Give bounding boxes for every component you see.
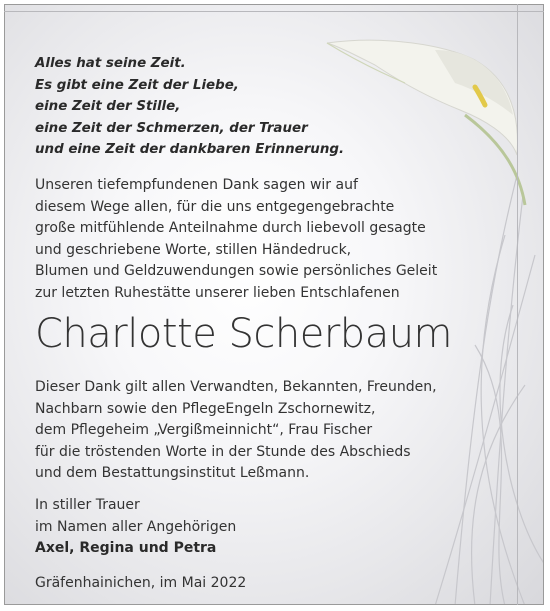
poem-line: eine Zeit der Stille, bbox=[35, 99, 181, 114]
dedication-line: Nachbarn sowie den PflegeEngeln Zschornewitz, bbox=[35, 400, 376, 417]
poem-line: Alles hat seine Zeit. bbox=[35, 56, 186, 71]
deceased-name: Charlotte Scherbaum bbox=[35, 311, 453, 357]
poem-line: eine Zeit der Schmerzen, der Trauer bbox=[35, 120, 308, 136]
thanks-line: diesem Wege allen, für die uns entgegengebrachte bbox=[35, 198, 395, 215]
dedication-line: Dieser Dank gilt allen Verwandten, Bekannten, Freunden, bbox=[35, 379, 437, 395]
poem-line: und eine Zeit der dankbaren Erinnerung. bbox=[35, 142, 345, 157]
obituary-card bbox=[4, 4, 544, 605]
mourner-names: Axel, Regina und Petra bbox=[35, 540, 217, 556]
signoff-line: im Namen aller Angehörigen bbox=[35, 518, 237, 535]
thanks-line: große mitfühlende Anteilnahme durch liebevoll gesagte bbox=[35, 220, 426, 236]
place-date: Gräfenhainichen, im Mai 2022 bbox=[35, 575, 247, 591]
dedication-line: dem Pflegeheim „Vergißmeinnicht“, Frau Fischer bbox=[35, 422, 373, 438]
thanks-line: Blumen und Geldzuwendungen sowie persönliches Geleit bbox=[35, 263, 438, 279]
frame-line-vertical bbox=[517, 4, 518, 605]
thanks-line: zur letzten Ruhestätte unserer lieben Entschlafenen bbox=[35, 284, 400, 301]
thanks-line: und geschriebene Worte, stillen Händedruck, bbox=[35, 241, 352, 258]
thanks-line: Unseren tiefempfundenen Dank sagen wir auf bbox=[35, 177, 358, 193]
dedication-line: für die tröstenden Worte in der Stunde des Abschieds bbox=[35, 443, 411, 460]
poem-line: Es gibt eine Zeit der Liebe, bbox=[35, 77, 239, 93]
poem bbox=[35, 53, 365, 161]
signoff-line: In stiller Trauer bbox=[35, 497, 140, 513]
thanks-paragraph bbox=[35, 175, 525, 304]
dedication-line: und dem Bestattungsinstitut Leßmann. bbox=[35, 465, 310, 481]
frame-line-horizontal bbox=[4, 11, 544, 12]
signoff bbox=[35, 495, 525, 560]
dedication-paragraph bbox=[35, 377, 525, 485]
